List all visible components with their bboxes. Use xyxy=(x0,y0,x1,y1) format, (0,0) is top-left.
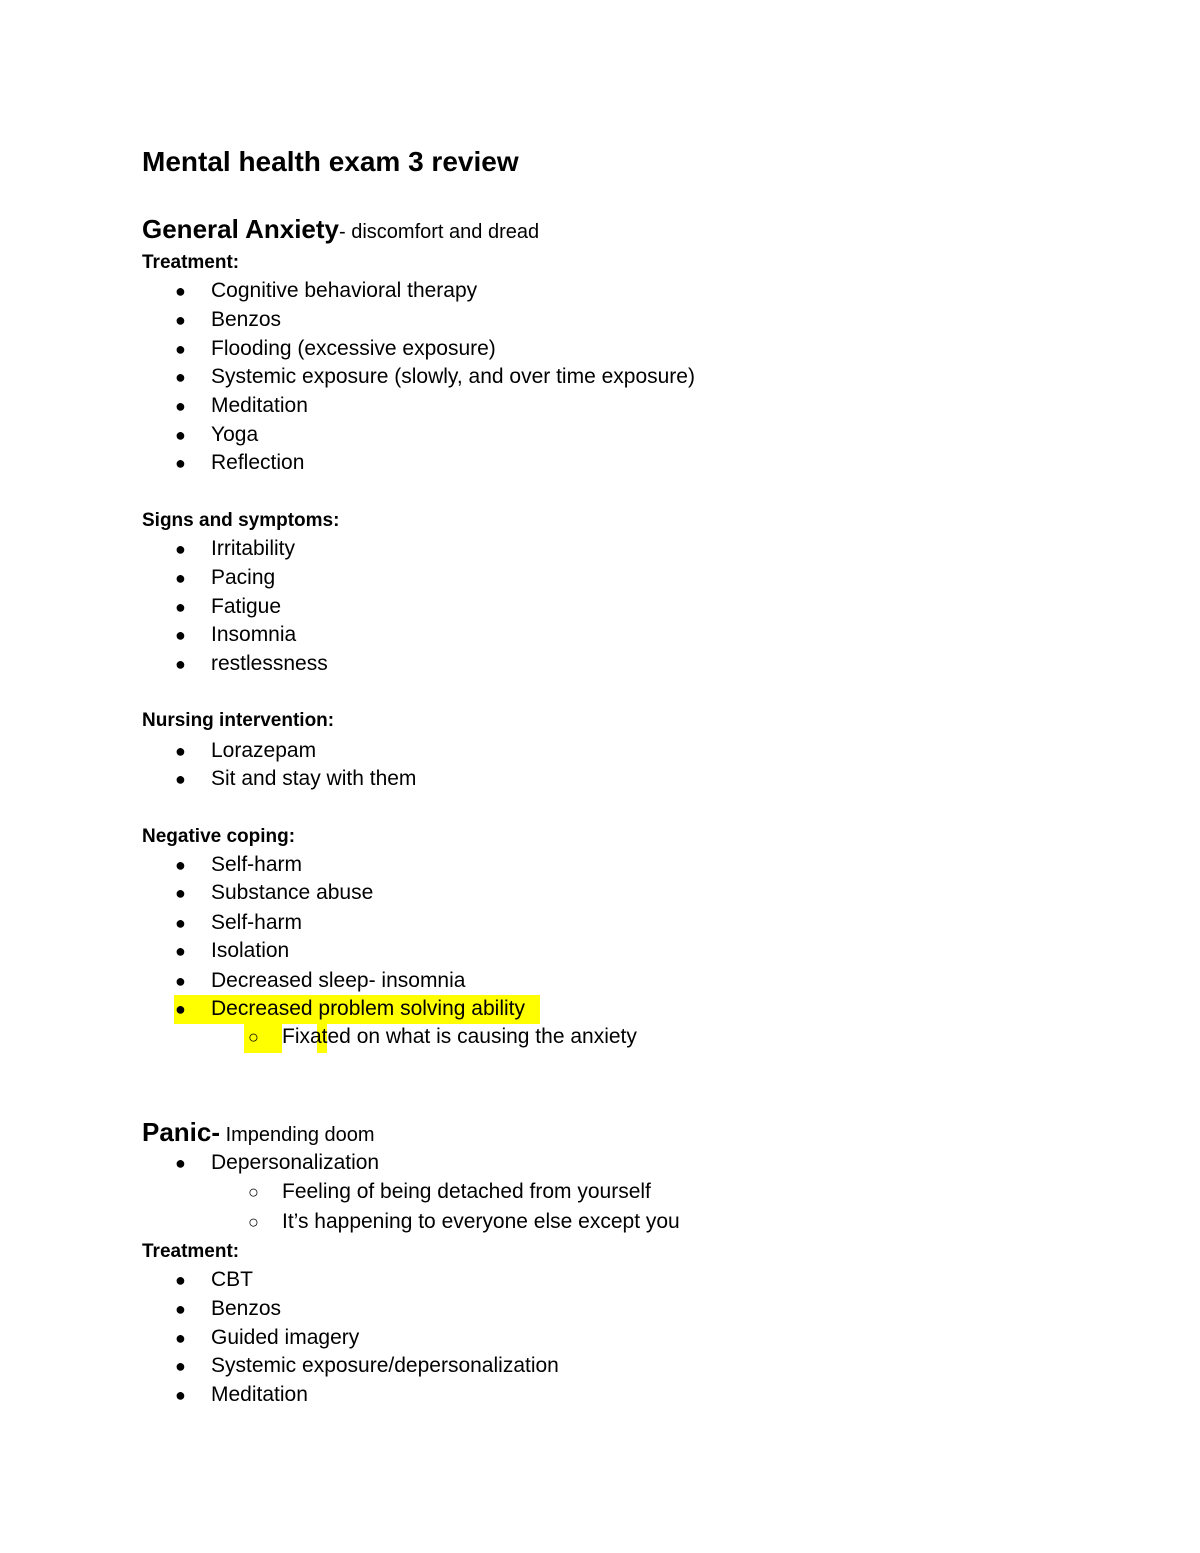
heading-description: - discomfort and dread xyxy=(339,221,540,243)
bullet-icon: ● xyxy=(175,568,186,588)
bullet-icon: ● xyxy=(175,625,186,645)
list-item: Flooding (excessive exposure) xyxy=(211,337,496,360)
bullet-icon: ● xyxy=(175,971,186,991)
bullet-icon: ● xyxy=(175,425,186,445)
bullet-icon: ● xyxy=(175,1385,186,1405)
list-item: Lorazepam xyxy=(211,739,317,762)
list-item: Cognitive behavioral therapy xyxy=(211,279,478,302)
bullet-icon: ● xyxy=(175,1328,186,1348)
bullet-icon: ● xyxy=(175,941,186,961)
sub-list-item: It’s happening to everyone else except you xyxy=(282,1210,680,1233)
treatment-label: Treatment: xyxy=(142,252,240,273)
list-item: Sit and stay with them xyxy=(211,767,417,790)
bullet-icon: ● xyxy=(175,654,186,674)
bullet-icon: ● xyxy=(175,1299,186,1319)
list-item: Yoga xyxy=(211,423,259,446)
list-item: Depersonalization xyxy=(211,1151,380,1174)
list-item: Benzos xyxy=(211,1297,282,1320)
section-heading-general-anxiety xyxy=(142,216,539,242)
bullet-icon: ● xyxy=(175,339,186,359)
bullet-icon: ● xyxy=(175,453,186,473)
sub-list-item: Fixated on what is causing the anxiety xyxy=(282,1025,637,1048)
nursing-label: Nursing intervention: xyxy=(142,710,335,731)
list-item: Self-harm xyxy=(211,911,303,934)
list-item-highlighted: Decreased problem solving ability xyxy=(211,997,525,1020)
heading-main: General Anxiety xyxy=(142,214,340,244)
circle-bullet-icon: ○ xyxy=(248,1182,259,1202)
list-item: Insomnia xyxy=(211,623,297,646)
negative-coping-label: Negative coping: xyxy=(142,826,296,847)
panic-treatment-label: Treatment: xyxy=(142,1241,240,1262)
signs-label: Signs and symptoms: xyxy=(142,510,340,531)
bullet-icon: ● xyxy=(175,999,186,1019)
list-item: Reflection xyxy=(211,451,305,474)
page-title: Mental health exam 3 review xyxy=(142,146,519,177)
list-item: Decreased sleep- insomnia xyxy=(211,969,466,992)
list-item: Guided imagery xyxy=(211,1326,360,1349)
bullet-icon: ● xyxy=(175,913,186,933)
circle-bullet-icon: ○ xyxy=(248,1027,259,1047)
list-item: Pacing xyxy=(211,566,276,589)
heading-main: Panic- xyxy=(142,1117,221,1147)
list-item: Benzos xyxy=(211,308,282,331)
bullet-icon: ● xyxy=(175,1356,186,1376)
bullet-icon: ● xyxy=(175,741,186,761)
bullet-icon: ● xyxy=(175,769,186,789)
bullet-icon: ● xyxy=(175,855,186,875)
list-item: Irritability xyxy=(211,537,296,560)
bullet-icon: ● xyxy=(175,367,186,387)
list-item: Meditation xyxy=(211,394,308,417)
list-item: Systemic exposure (slowly, and over time exposure) xyxy=(211,365,695,388)
heading-description: Impending doom xyxy=(220,1124,375,1146)
bullet-icon: ● xyxy=(175,281,186,301)
bullet-icon: ● xyxy=(175,1270,186,1290)
bullet-icon: ● xyxy=(175,883,186,903)
sub-list-item: Feeling of being detached from yourself xyxy=(282,1180,651,1203)
bullet-icon: ● xyxy=(175,310,186,330)
bullet-icon: ● xyxy=(175,539,186,559)
list-item: Fatigue xyxy=(211,595,282,618)
list-item: CBT xyxy=(211,1268,253,1291)
section-heading-panic xyxy=(142,1119,375,1145)
list-item: Self-harm xyxy=(211,853,303,876)
circle-bullet-icon: ○ xyxy=(248,1212,259,1232)
bullet-icon: ● xyxy=(175,597,186,617)
list-item: Isolation xyxy=(211,939,290,962)
list-item: restlessness xyxy=(211,652,328,675)
list-item: Meditation xyxy=(211,1383,308,1406)
list-item: Substance abuse xyxy=(211,881,374,904)
bullet-icon: ● xyxy=(175,1153,186,1173)
bullet-icon: ● xyxy=(175,396,186,416)
list-item: Systemic exposure/depersonalization xyxy=(211,1354,559,1377)
